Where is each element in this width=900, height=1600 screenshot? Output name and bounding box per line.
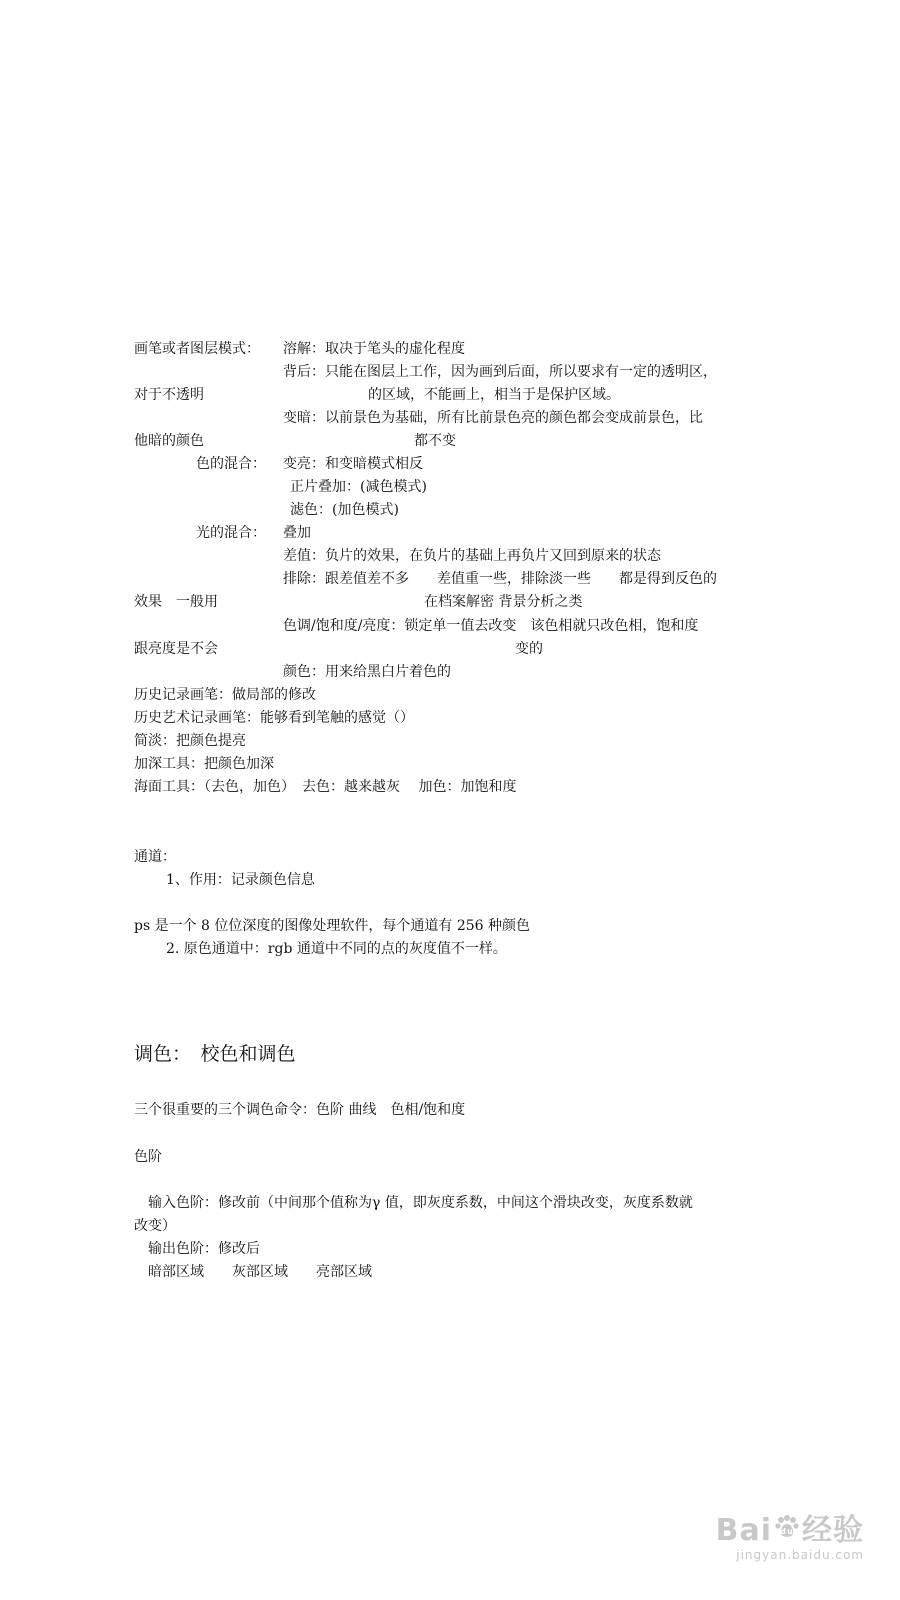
text-line-opaque: 对于不透明 bbox=[134, 387, 204, 403]
text-line-color-mix: 色的混合： bbox=[196, 456, 266, 472]
text-line-dodge: 简淡：把颜色提亮 bbox=[134, 733, 246, 749]
text-line-history-brush: 历史记录画笔：做局部的修改 bbox=[134, 687, 316, 703]
text-line-levels: 色阶 bbox=[134, 1149, 162, 1165]
text-line-burn: 加深工具：把颜色加深 bbox=[134, 756, 274, 772]
text-line-dissolve: 溶解：取决于笔头的虚化程度 bbox=[283, 341, 465, 357]
watermark-logo-text-right: 经验 bbox=[802, 1512, 864, 1548]
text-line-input-levels-cont: 改变） bbox=[134, 1218, 176, 1234]
text-line-three-commands: 三个很重要的三个调色命令：色阶 曲线 色相/饱和度 bbox=[134, 1102, 466, 1118]
text-line-darker-colors: 他暗的颜色 bbox=[134, 433, 204, 449]
text-line-brush-layer-modes: 画笔或者图层模式： bbox=[134, 341, 260, 357]
section-heading-color-grading: 调色： 校色和调色 bbox=[134, 1043, 296, 1065]
text-line-multiply: 正片叠加：(减色模式) bbox=[290, 479, 427, 495]
text-line-lum-not: 跟亮度是不会 bbox=[134, 641, 218, 657]
paw-icon bbox=[774, 1514, 800, 1548]
text-line-exclusion-cont: 在档案解密 背景分析之类 bbox=[424, 594, 583, 610]
text-line-rgb-channels: 2. 原色通道中：rgb 通道中不同的点的灰度值不一样。 bbox=[166, 941, 507, 957]
text-line-behind: 背后：只能在图层上工作，因为画到后面，所以要求有一定的透明区， bbox=[283, 364, 717, 380]
text-line-input-levels: 输入色阶：修改前（中间那个值称为γ 值，即灰度系数，中间这个滑块改变，灰度系数就 bbox=[148, 1195, 693, 1211]
text-line-sponge: 海面工具：（去色，加色） 去色：越来越灰 加色：加饱和度 bbox=[134, 779, 517, 795]
text-line-overlay: 叠加 bbox=[283, 525, 311, 541]
text-line-behind-cont: 的区域，不能画上，相当于是保护区域。 bbox=[368, 387, 620, 403]
text-line-tonal-regions: 暗部区域 灰部区域 亮部区域 bbox=[148, 1264, 372, 1280]
svg-text:du: du bbox=[780, 1527, 794, 1536]
text-line-color-mode: 颜色：用来给黑白片着色的 bbox=[283, 664, 451, 680]
watermark-url: jingyan.baidu.com bbox=[736, 1548, 864, 1562]
text-line-darken: 变暗：以前景色为基础，所有比前景色亮的颜色都会变成前景色，比 bbox=[283, 410, 703, 426]
text-line-screen: 滤色：(加色模式) bbox=[290, 502, 399, 518]
text-line-channels-purpose: 1、作用：记录颜色信息 bbox=[166, 872, 315, 888]
watermark-logo-text-left: Bai bbox=[715, 1512, 772, 1548]
text-line-light-mix: 光的混合： bbox=[196, 525, 266, 541]
text-line-bit-depth: ps 是一个 8 位位深度的图像处理软件，每个通道有 256 种颜色 bbox=[134, 918, 531, 934]
baidu-jingyan-watermark bbox=[716, 1514, 864, 1563]
watermark-logo bbox=[716, 1514, 864, 1549]
text-line-hue-sat-lum: 色调/饱和度/亮度：锁定单一值去改变 该色相就只改色相，饱和度 bbox=[283, 618, 699, 634]
text-line-difference: 差值：负片的效果，在负片的基础上再负片又回到原来的状态 bbox=[283, 548, 661, 564]
text-line-output-levels: 输出色阶：修改后 bbox=[148, 1241, 260, 1257]
text-line-darken-cont: 都不变 bbox=[414, 433, 456, 449]
text-line-effect-usage: 效果 一般用 bbox=[134, 594, 218, 610]
text-line-hue-sat-cont: 变的 bbox=[515, 641, 543, 657]
text-line-channels: 通道： bbox=[134, 849, 176, 865]
text-line-exclusion: 排除：跟差值差不多 差值重一些，排除淡一些 都是得到反色的 bbox=[283, 571, 717, 587]
text-line-art-history-brush: 历史艺术记录画笔：能够看到笔触的感觉（） bbox=[134, 710, 414, 726]
text-line-lighten: 变亮：和变暗模式相反 bbox=[283, 456, 423, 472]
